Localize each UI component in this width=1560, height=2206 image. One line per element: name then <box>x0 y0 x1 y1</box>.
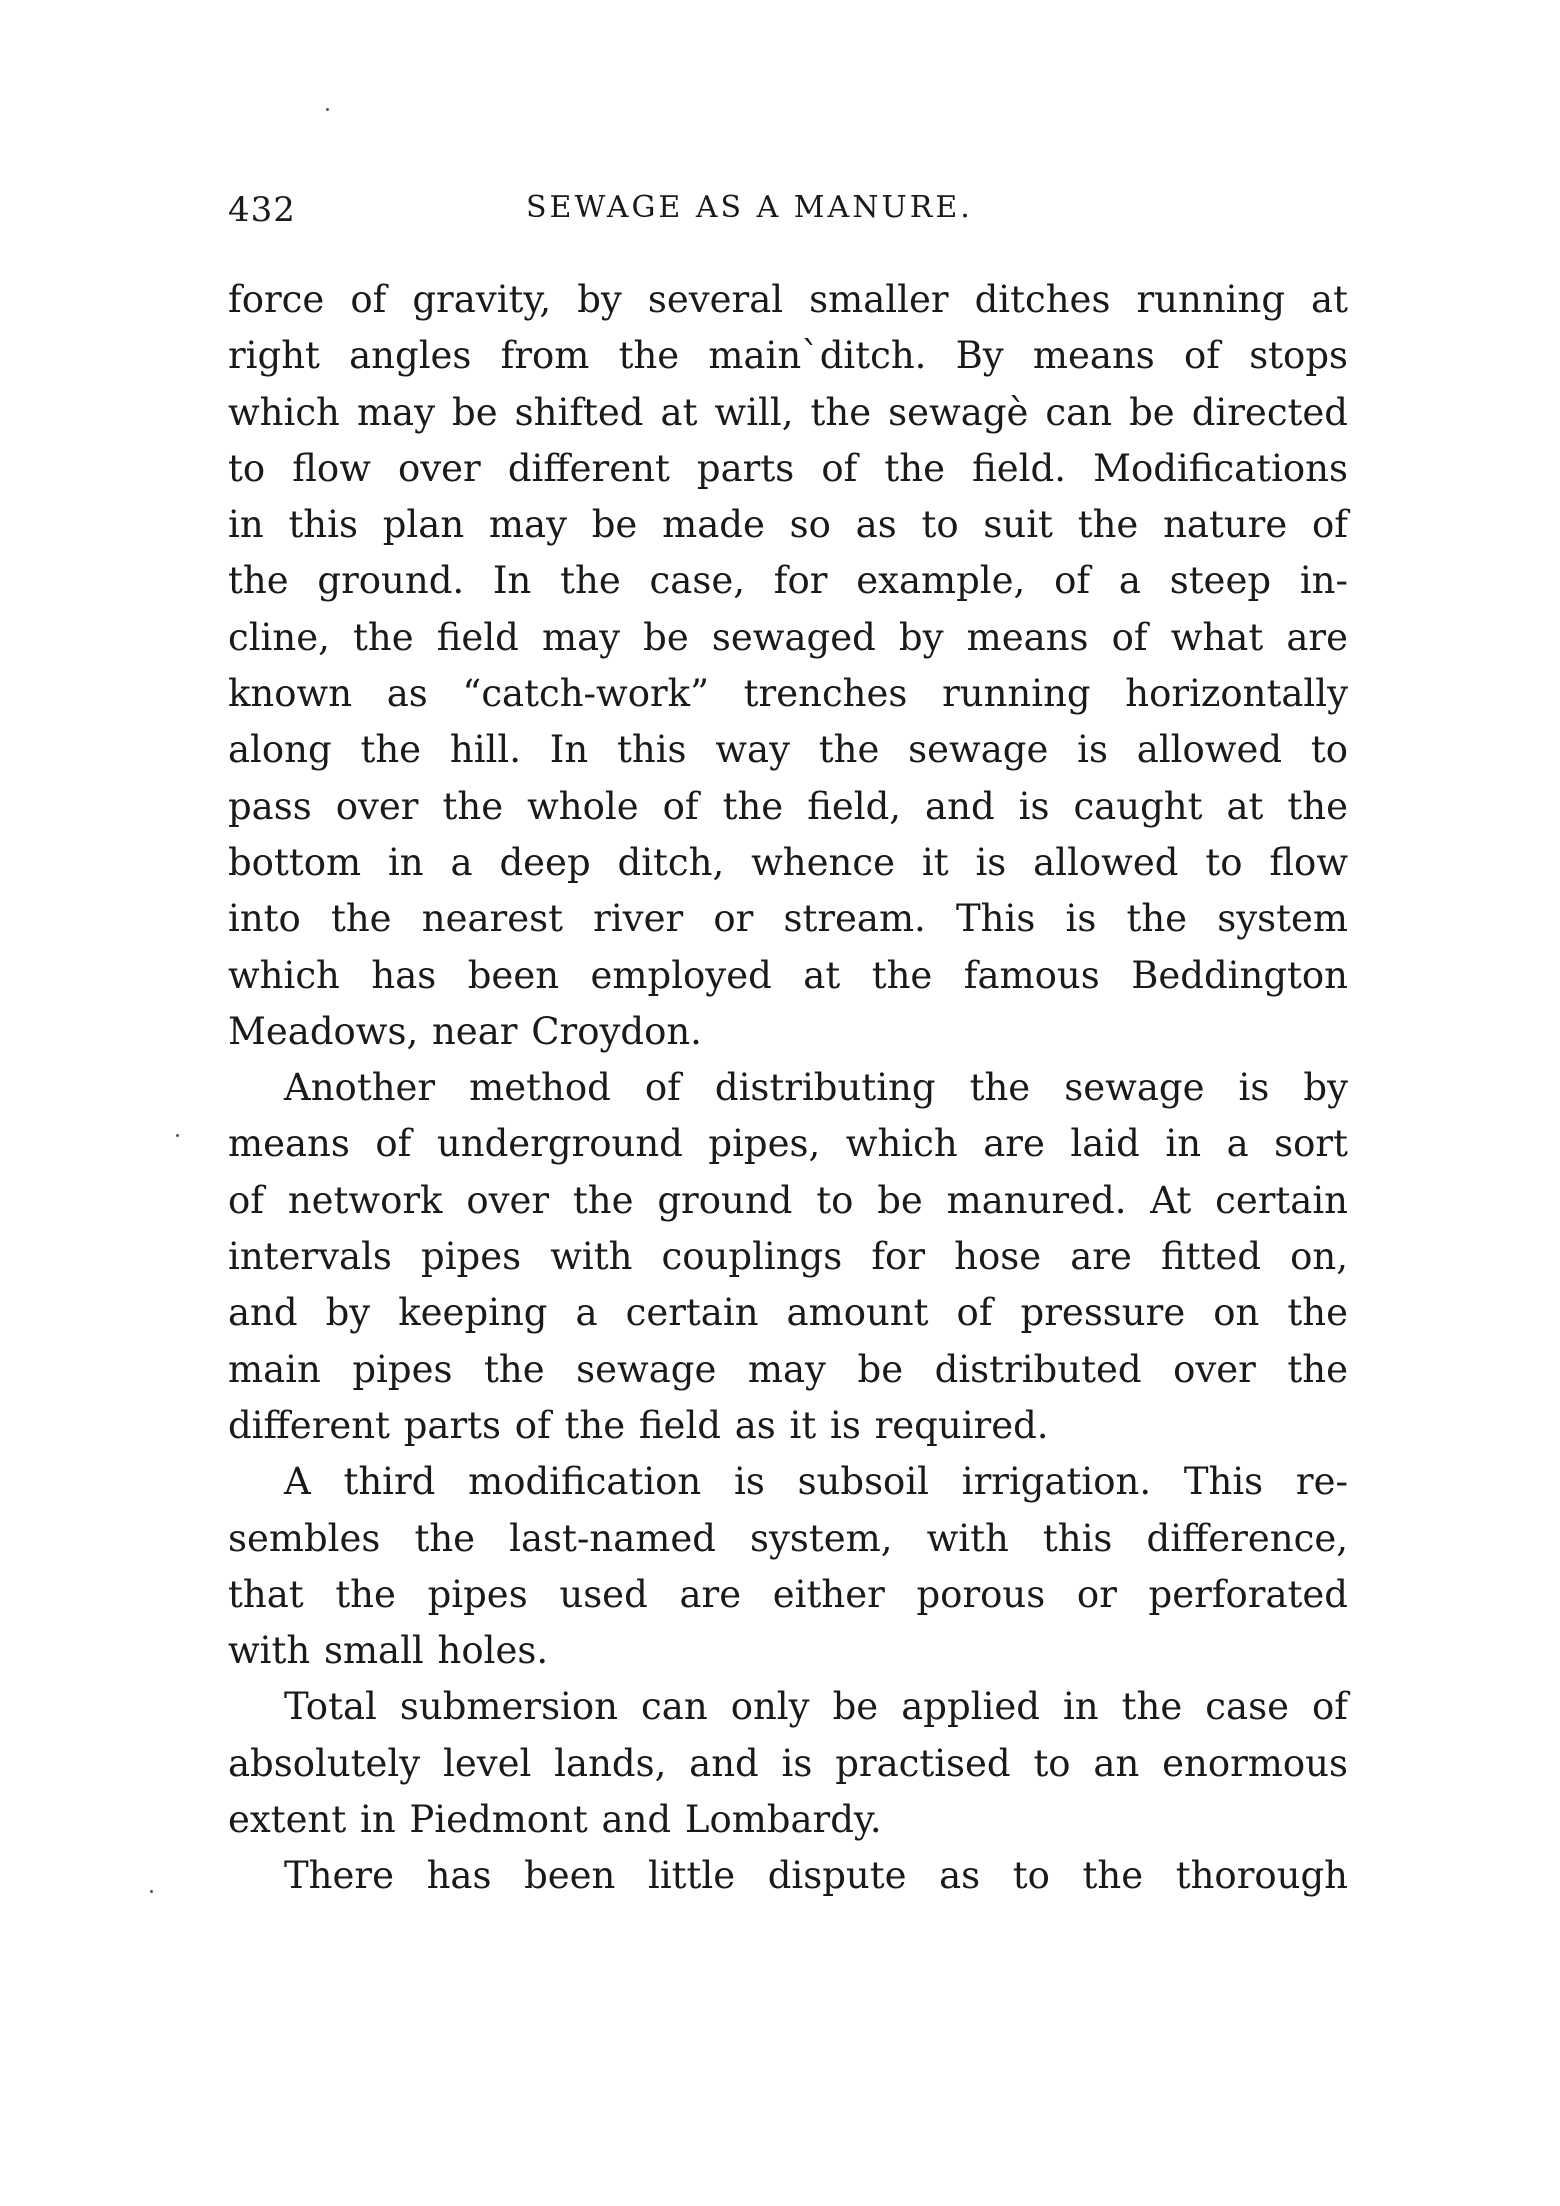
text-line: in this plan may be made so as to suit the nature of <box>228 503 1348 547</box>
text-line: along the hill. In this way the sewage is allowed to <box>228 728 1348 772</box>
text-line: which may be shifted at will, the sewagè can be directed <box>228 390 1348 434</box>
text-line: Meadows, near Croydon. <box>228 1009 702 1053</box>
text-line: into the nearest river or stream. This is the system <box>228 897 1348 941</box>
text-line: Another method of distributing the sewage is by <box>284 1066 1348 1110</box>
text-line: absolutely level lands, and is practised to an enormous <box>228 1741 1348 1785</box>
scan-speck <box>176 1134 179 1137</box>
book-page <box>228 190 1348 1905</box>
text-line: to flow over different parts of the field. Modifications <box>228 446 1348 490</box>
text-line: right angles from the main`ditch. By means of stops <box>228 334 1348 378</box>
text-line: and by keeping a certain amount of pressure on the <box>228 1291 1348 1335</box>
running-head <box>228 190 1348 250</box>
text-line: intervals pipes with couplings for hose are fitted on, <box>228 1235 1348 1279</box>
paragraph-3 <box>228 1454 1348 1679</box>
text-line: pass over the whole of the field, and is caught at the <box>228 784 1348 828</box>
text-line: Total submersion can only be applied in the case of <box>284 1685 1348 1729</box>
body-text <box>228 272 1348 1905</box>
text-line: main pipes the sewage may be distributed over the <box>228 1347 1348 1391</box>
text-line: the ground. In the case, for example, of a steep in- <box>228 559 1348 603</box>
scan-speck <box>150 1890 153 1893</box>
text-line: cline, the field may be sewaged by means of what are <box>228 615 1348 659</box>
text-line: of network over the ground to be manured. At certain <box>228 1178 1348 1222</box>
text-line: A third modification is subsoil irrigation. This re- <box>284 1460 1348 1504</box>
text-line: extent in Piedmont and Lombardy. <box>228 1798 882 1842</box>
text-line: force of gravity, by several smaller ditches running at <box>228 278 1348 321</box>
paragraph-5 <box>228 1848 1348 1904</box>
text-line: bottom in a deep ditch, whence it is allowed to flow <box>228 840 1348 884</box>
text-line: that the pipes used are either porous or perforated <box>228 1572 1348 1616</box>
text-line: There has been little dispute as to the thorough <box>284 1854 1348 1898</box>
text-line: means of underground pipes, which are laid in a sort <box>228 1122 1348 1166</box>
text-line: known as “catch-work” trenches running horizontally <box>228 672 1348 716</box>
page-number: 432 <box>228 190 296 230</box>
text-line: different parts of the field as it is required. <box>228 1403 1049 1447</box>
paragraph-1 <box>228 272 1348 1060</box>
paragraph-2 <box>228 1060 1348 1454</box>
text-line: with small holes. <box>228 1629 549 1673</box>
running-title: SEWAGE AS A MANURE. <box>526 190 973 225</box>
scan-speck <box>326 108 329 111</box>
paragraph-4 <box>228 1679 1348 1848</box>
text-line: sembles the last-named system, with this difference, <box>228 1516 1348 1560</box>
text-line: which has been employed at the famous Beddington <box>228 953 1348 997</box>
